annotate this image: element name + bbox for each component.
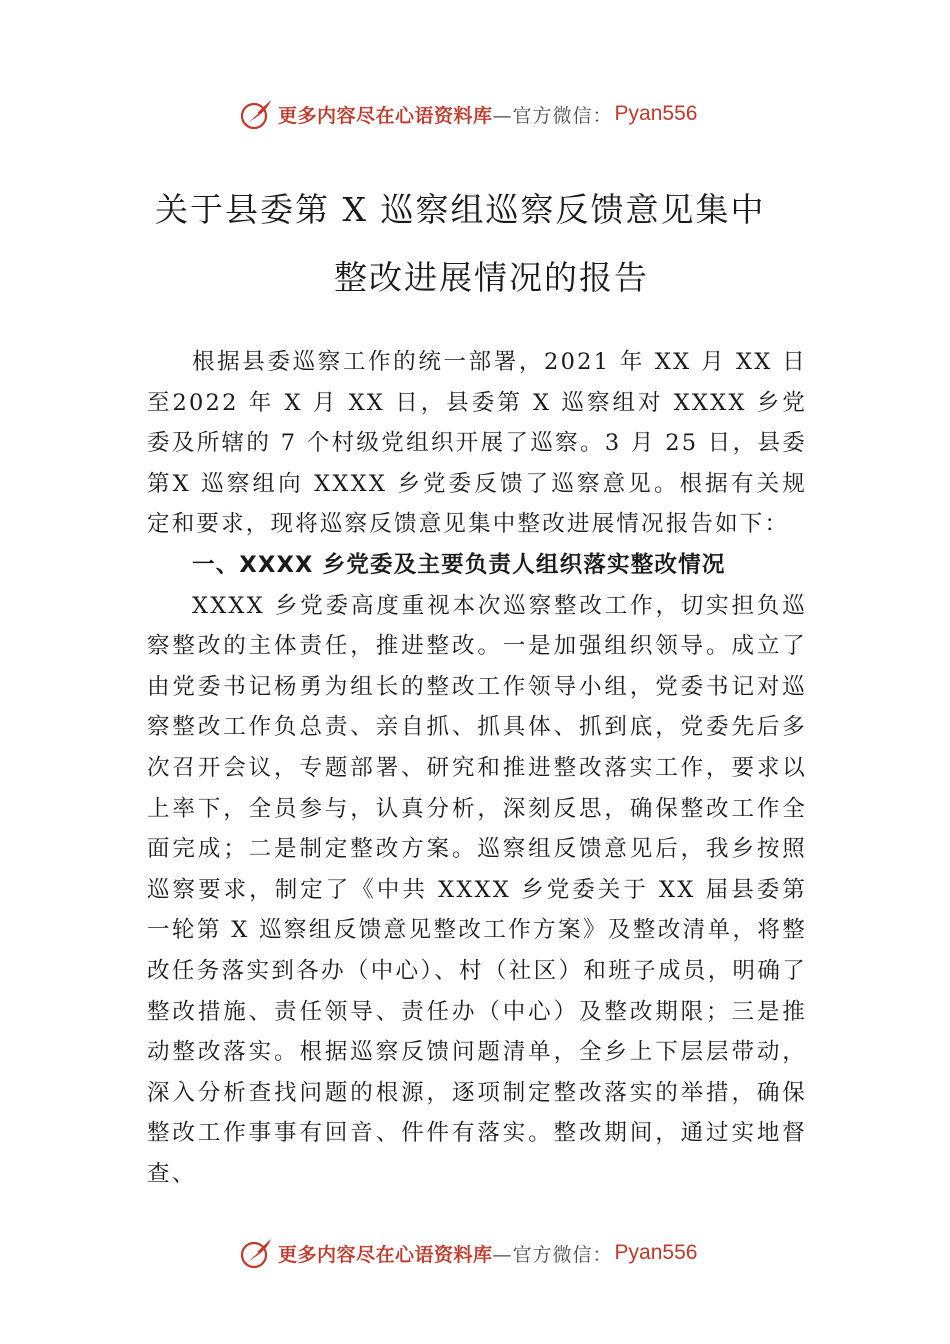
- watermark-tail-text: —官方微信：: [492, 1243, 613, 1266]
- watermark-wechat-id: Pyan556: [614, 1241, 698, 1264]
- document-body: [147, 342, 807, 1194]
- watermark-wechat-id: Pyan556: [614, 102, 698, 125]
- document-title-line2: 整改进展情况的报告: [334, 258, 649, 297]
- watermark-footer: [238, 1233, 697, 1273]
- document-title-line1: 关于县委第 X 巡察组巡察反馈意见集中: [155, 190, 766, 229]
- watermark-tail-text: —官方微信：: [492, 104, 613, 127]
- quill-logo-icon: [238, 96, 274, 132]
- section-paragraph: XXXX 乡党委高度重视本次巡察整改工作，切实担负巡察整改的主体责任，推进整改。一是加强组织领导。成立了由党委书记杨勇为组长的整改工作领导小组，党委书记对巡察整改工作负总责、亲自抓、抓具体、抓到底，党委先后多 次召开会议，专题部署、研究和推进整改落实工作，要求以上率下，全员参与，认真分析，深刻反思，确保整改工作全面完成；二是制定整改方案。巡察组反馈意见后，我乡按照巡察要求，制定了《中共 XXXX 乡党委关于 XX 届县委第一轮第 X 巡察组反馈意见整改工作方案》及整改清单，将整改任务落实到各办（中心）、村（社区）和班子成员，明确了整改措施、责任领导、责任办（中心）及整改期限；三是推动整改落实。根据巡察反馈问题清单，全乡上下层层带动，深入分析查找问题的根源，逐项制定整改落实的举措，确保整改工作事事有回音、件件有落实。整改期间，通过实地督查、: [147, 592, 807, 1187]
- watermark-lead-text: 更多内容尽在心语资料库: [278, 104, 493, 127]
- intro-paragraph: 根据县委巡察工作的统一部署，2021 年 XX 月 XX 日至2022 年 X 月 XX 日，县委第 X 巡察组对 XXXX 乡党委及所辖的 7 个村级党组织开展了巡察。3 月 25 日，县委第X 巡察组向 XXXX 乡党委反馈了巡察意见。根据有关规定和要求，现将巡察反馈意见集中整改进展情况报告如下：: [147, 349, 807, 538]
- watermark-lead-text: 更多内容尽在心语资料库: [278, 1243, 493, 1266]
- section-heading: 一、XXXX 乡党委及主要负责人组织落实整改情况: [192, 551, 726, 578]
- quill-logo-icon: [238, 1235, 274, 1271]
- watermark-header: [238, 94, 697, 134]
